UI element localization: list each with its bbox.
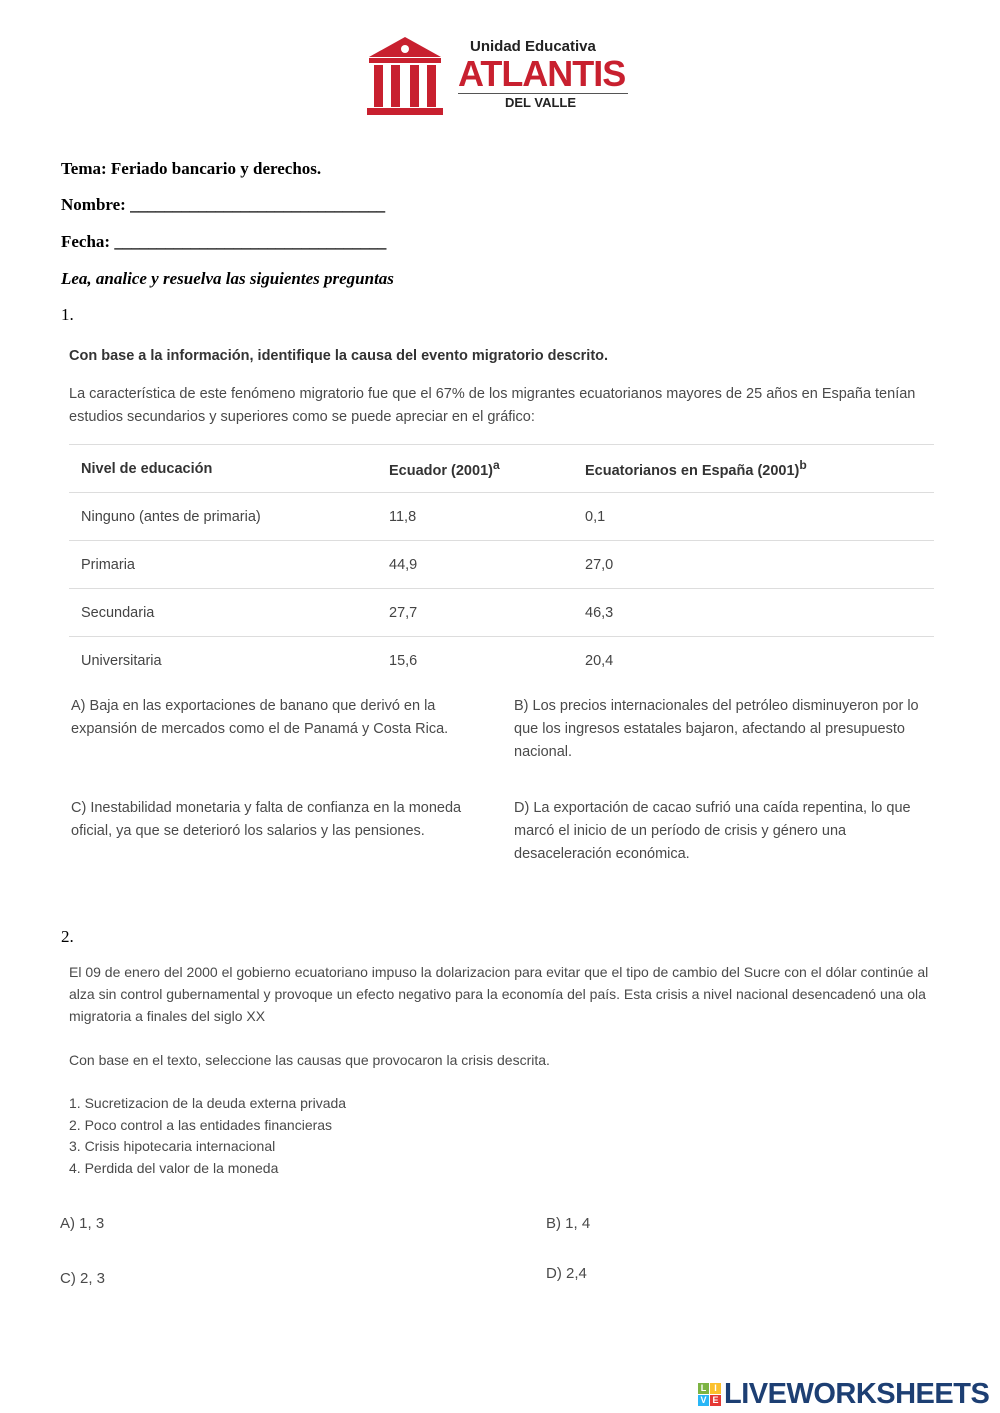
logo-line1: Unidad Educativa <box>470 38 596 55</box>
liveworksheets-logo <box>698 1378 989 1411</box>
q2-option-b[interactable]: B) 1, 4 <box>546 1215 591 1232</box>
q2-option-a[interactable]: A) 1, 3 <box>60 1215 105 1232</box>
col-header: Ecuador (2001) <box>389 462 493 479</box>
col-header: Nivel de educación <box>69 445 377 493</box>
table-header <box>69 445 934 493</box>
q1-intro: La característica de este fenómeno migratorio fue que el 67% de los migrantes ecuatorianos mayores de 25 años en España tenían estudios secundarios y superiores como se puede apreciar en el gráfico: <box>69 386 916 425</box>
q2-number: 2. <box>61 927 74 946</box>
list-item: 3. Crisis hipotecaria internacional <box>69 1138 276 1154</box>
table-row <box>69 637 934 685</box>
q2-text: El 09 de enero del 2000 el gobierno ecuatoriano impuso la dolarizacion para evitar que el tipo de cambio del Sucre con el dólar continúe al alza sin control gubernamental y provoque un efecto negativo para la economía del país. Esta crisis a nivel nacional desencadenó una ola migratoria a finales del siglo XX <box>69 964 929 1024</box>
q1-number: 1. <box>61 305 74 324</box>
q1-option-c[interactable]: C) Inestabilidad monetaria y falta de confianza en la moneda oficial, ya que se deterioró los salarios y las pensiones. <box>71 800 462 839</box>
q1-option-b[interactable]: B) Los precios internacionales del petróleo disminuyeron por lo que los ingresos estatales bajaron, afectando al presupuesto nacional. <box>514 698 919 760</box>
footnote-marker: b <box>799 458 807 473</box>
q1-option-a[interactable]: A) Baja en las exportaciones de banano que derivó en la expansión de mercados como el de Panamá y Costa Rica. <box>71 698 449 737</box>
school-logo <box>365 35 635 120</box>
col-header: Ecuatorianos en España (2001) <box>585 462 800 479</box>
topic: Tema: Feriado bancario y derechos. <box>61 159 322 178</box>
cell: 20,4 <box>585 652 614 669</box>
temple-icon <box>365 35 445 117</box>
live-badge-icon: L I V E <box>698 1383 721 1406</box>
list-item: 2. Poco control a las entidades financieras <box>69 1116 333 1133</box>
table-row <box>69 541 934 589</box>
instruction: Lea, analice y resuelva las siguientes preguntas <box>61 269 394 288</box>
q1-prompt: Con base a la información, identifique la causa del evento migratorio descrito. <box>69 348 609 364</box>
logo-line2: ATLANTIS <box>458 53 626 94</box>
cell: 46,3 <box>573 589 934 637</box>
table-row <box>69 589 934 637</box>
cell: 15,6 <box>389 652 418 669</box>
name-field[interactable]: Nombre: ______________________________ <box>61 195 386 214</box>
footnote-marker: a <box>492 458 500 473</box>
q2-option-d[interactable]: D) 2,4 <box>546 1265 587 1282</box>
logo-line3: DEL VALLE <box>505 95 577 110</box>
q2-option-c[interactable]: C) 2, 3 <box>60 1270 106 1287</box>
cell: 0,1 <box>573 493 934 541</box>
q1-option-d[interactable]: D) La exportación de cacao sufrió una caída repentina, lo que marcó el inicio de un período de crisis y género una desaceleración económica. <box>514 800 911 862</box>
cell: Primaria <box>69 541 377 589</box>
q2-items <box>69 1093 346 1179</box>
brand-text: LIVEWORKSHEETS <box>724 1378 990 1410</box>
cell: 27,7 <box>377 589 573 637</box>
cell: 11,8 <box>377 493 573 541</box>
table-row <box>69 493 934 541</box>
cell: Secundaria <box>69 589 377 637</box>
education-table <box>69 444 934 684</box>
cell: 27,0 <box>573 541 934 589</box>
date-field[interactable]: Fecha: ________________________________ <box>61 232 387 251</box>
cell: Universitaria <box>81 652 162 669</box>
q2-prompt: Con base en el texto, seleccione las causas que provocaron la crisis descrita. <box>69 1052 550 1068</box>
cell: Ninguno (antes de primaria) <box>69 493 377 541</box>
list-item: 1. Sucretizacion de la deuda externa privada <box>69 1095 347 1111</box>
list-item: 4. Perdida del valor de la moneda <box>69 1159 279 1176</box>
cell: 44,9 <box>377 541 573 589</box>
